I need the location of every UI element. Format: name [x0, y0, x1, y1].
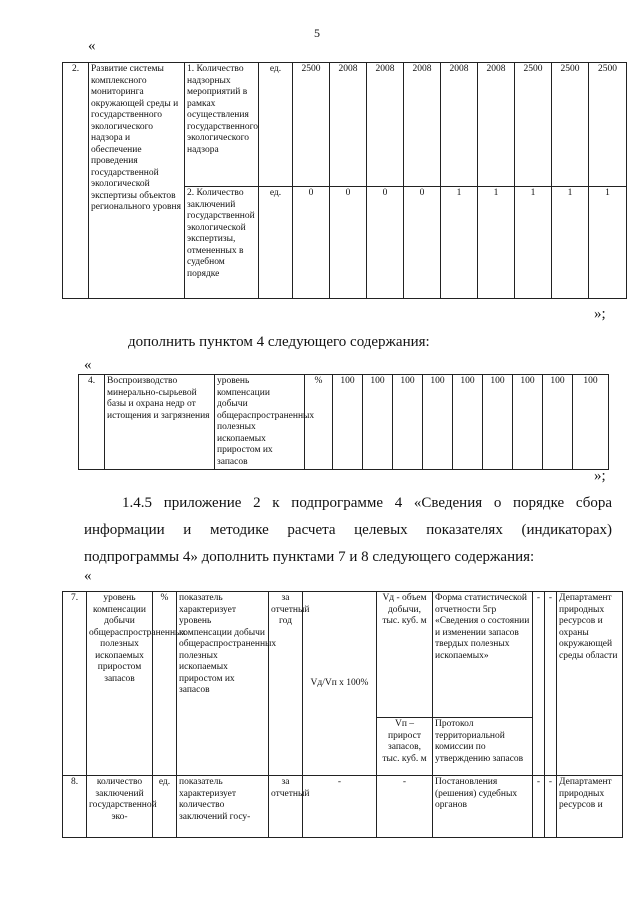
value-cell: 1 [441, 187, 478, 299]
close-quote-2: »; [594, 468, 606, 484]
value-cell: 0 [293, 187, 330, 299]
indicator-cell: 2. Количество заключений государственной экологической экспертизы, отмененных в судебном порядке [185, 187, 259, 299]
formula-cell: Vд/Vп x 100% [303, 592, 377, 776]
dash-cell: - [533, 592, 545, 776]
row-number: 8. [63, 776, 87, 838]
value-cell: 2008 [367, 63, 404, 187]
table-indicators-2 [78, 374, 609, 470]
value-cell: 1 [478, 187, 515, 299]
close-quote-1: »; [594, 306, 606, 322]
paragraph-add-item-4: дополнить пунктом 4 следующего содержания: [128, 334, 430, 350]
value-cell: 2008 [441, 63, 478, 187]
value-cell: 2500 [589, 63, 627, 187]
value-cell: 100 [363, 375, 393, 470]
open-quote-1: « [88, 38, 96, 54]
dash-cell: - [545, 776, 557, 838]
value-cell: 1 [515, 187, 552, 299]
open-quote-3: « [84, 568, 92, 584]
responsible-cell: Департамент природных ресурсов и охраны окружающей среды области [557, 592, 623, 776]
value-cell: 100 [393, 375, 423, 470]
table-row [63, 776, 623, 838]
dash-cell: - [545, 592, 557, 776]
formula-cell: - [303, 776, 377, 838]
indicator-name-cell: количество заключений государственной эко- [87, 776, 153, 838]
definition-cell: показатель характеризует уровень компенсации добычи общераспространенных полезных ископаемых приростом их запасов [177, 592, 269, 776]
value-cell: 1 [552, 187, 589, 299]
goal-cell: Воспроизводство минерально-сырьевой базы и охрана недр от истощения и загрязнения [105, 375, 215, 470]
source-cell: Форма статистической отчетности 5гр «Сведения о состоянии и изменении запасов твердых полезных ископаемых» [433, 592, 533, 718]
value-cell: 2008 [404, 63, 441, 187]
table-row [63, 63, 627, 187]
indicator-name-cell: уровень компенсации добычи общераспространенных полезных ископаемых приростом запасов [87, 592, 153, 776]
goal-cell: Развитие системы комплексного мониторинга окружающей среды и государственного экологического надзора и обеспечение проведения государственной экологической экспертизы объектов регионального уровня [89, 63, 185, 299]
responsible-cell: Департамент природных ресурсов и [557, 776, 623, 838]
value-cell: 100 [573, 375, 609, 470]
row-number: 2. [63, 63, 89, 299]
source-cell: Протокол территориальной комиссии по утверждению запасов [433, 718, 533, 776]
indicator-cell: 1. Количество надзорных мероприятий в рамках осуществления государственного экологического надзора [185, 63, 259, 187]
table-methodology [62, 591, 623, 838]
value-cell: 0 [367, 187, 404, 299]
variable-cell: Vп – прирост запасов, тыс. куб. м [377, 718, 433, 776]
row-number: 4. [79, 375, 105, 470]
unit-cell: ед. [259, 63, 293, 187]
value-cell: 2500 [515, 63, 552, 187]
value-cell: 100 [483, 375, 513, 470]
value-cell: 1 [589, 187, 627, 299]
value-cell: 0 [330, 187, 367, 299]
value-cell: 100 [513, 375, 543, 470]
source-cell: Постановления (решения) судебных органов [433, 776, 533, 838]
dash-cell: - [533, 776, 545, 838]
period-cell: за отчетный год [269, 592, 303, 776]
variable-cell: - [377, 776, 433, 838]
paragraph-1-4-5: 1.4.5 приложение 2 к подпрограмме 4 «Сведения о порядке сбора информации и методике расчета целевых показателях (индикаторах) подпрограммы 4» дополнить пунктами 7 и 8 следующего содержания: [84, 495, 612, 565]
variable-cell: Vд - объем добычи, тыс. куб. м [377, 592, 433, 718]
value-cell: 2500 [293, 63, 330, 187]
value-cell: 2008 [330, 63, 367, 187]
table-row [63, 592, 623, 718]
value-cell: 2500 [552, 63, 589, 187]
unit-cell: ед. [259, 187, 293, 299]
open-quote-2: « [84, 357, 92, 373]
row-number: 7. [63, 592, 87, 776]
value-cell: 100 [543, 375, 573, 470]
value-cell: 0 [404, 187, 441, 299]
indicator-cell: уровень компенсации добычи общераспространенных полезных ископаемых приростом их запасов [215, 375, 305, 470]
page-number: 5 [314, 26, 320, 40]
value-cell: 100 [453, 375, 483, 470]
period-cell: за отчетный [269, 776, 303, 838]
definition-cell: показатель характеризует количество заключений госу- [177, 776, 269, 838]
table-row [79, 375, 609, 470]
unit-cell: % [305, 375, 333, 470]
value-cell: 100 [333, 375, 363, 470]
unit-cell: % [153, 592, 177, 776]
table-indicators-1 [62, 62, 627, 299]
value-cell: 100 [423, 375, 453, 470]
unit-cell: ед. [153, 776, 177, 838]
value-cell: 2008 [478, 63, 515, 187]
